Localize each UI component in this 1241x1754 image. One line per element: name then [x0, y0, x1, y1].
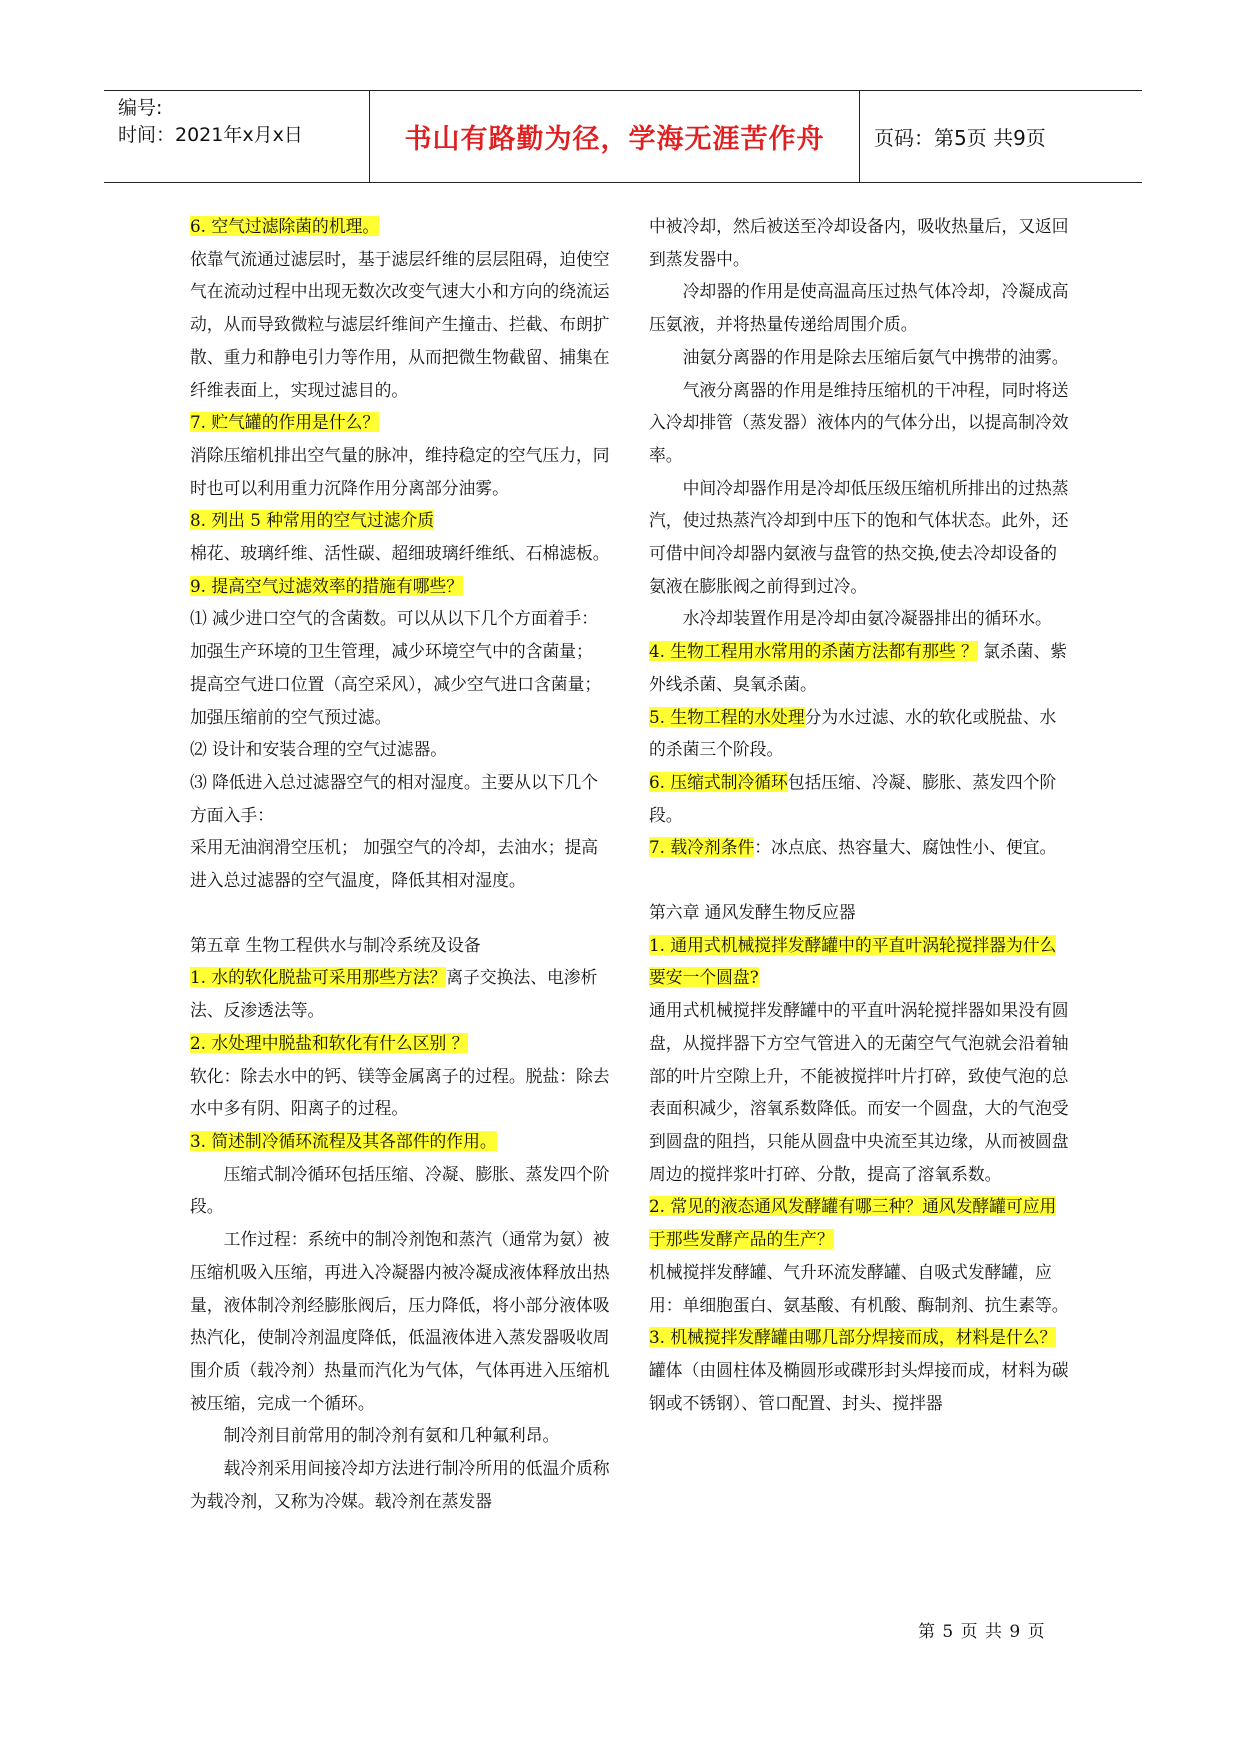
answer-text: ⑴ 减少进口空气的含菌数。可以从以下几个方面着手：加强生产环境的卫生管理，减少环境空气中的含菌量； 提高空气进口位置（高空采风），减少空气进口含菌量； 加强压缩前的空气预过滤。 — [190, 608, 602, 727]
question-block — [649, 635, 1069, 700]
answer-text: 载冷剂采用间接冷却方法进行制冷所用的低温介质称为载冷剂，又称为冷媒。载冷剂在蒸发器 — [190, 1458, 610, 1511]
question-title — [190, 504, 610, 537]
q6r-title: 6. 压缩式制冷循环 — [649, 771, 788, 792]
question-block — [649, 701, 1069, 766]
right-column — [649, 210, 1069, 1419]
c6q1-title: 1. 通用式机械搅拌发酵罐中的平直叶涡轮搅拌器为什么要安一个圆盘? — [649, 934, 1057, 988]
c6q3-title: 3. 机械搅拌发酵罐由哪几部分焊接而成，材料是什么？ — [649, 1327, 1057, 1348]
left-column — [190, 210, 610, 1517]
answer-text: 水冷却装置作用是冷却由氨冷凝器排出的循环水。 — [682, 608, 1052, 629]
question-title — [190, 1125, 610, 1158]
answer-text: 制冷剂目前常用的制冷剂有氨和几种氟利昂。 — [223, 1425, 560, 1446]
answer-text: 依靠气流通过滤层时，基于滤层纤维的层层阻碍，迫使空气在流动过程中出现无数次改变气速大小和方向的绕流运动，从而导致微粒与滤层纤维间产生撞击、拦截、布朗扩散、重力和静电引力等作用，从而把微生物截留、捕集在纤维表面上，实现过滤目的。 — [190, 248, 610, 400]
c5q1-text: 离子交换法、电渗析法、反渗透法等。 — [190, 967, 598, 1021]
q5-title: 5. 生物工程的水处理 — [649, 706, 805, 727]
question-block — [190, 961, 610, 1026]
q5-text: 分为水过滤、水的软化或脱盐、水的杀菌三个阶段。 — [649, 706, 1057, 760]
q4-text: 氯杀菌、紫外线杀菌、臭氧杀菌。 — [649, 641, 1067, 694]
answer-text: 压缩式制冷循环包括压缩、冷凝、膨胀、蒸发四个阶段。 — [190, 1163, 610, 1217]
page-footer: 第 5 页 共 9 页 — [918, 1622, 1046, 1642]
number-label: 编号: — [118, 97, 163, 119]
q7-title: 7. 贮气罐的作用是什么？ — [190, 412, 380, 433]
question-title — [190, 570, 610, 603]
answer-text: 中间冷却器作用是冷却低压级压缩机所排出的过热蒸汽，使过热蒸汽冷却到中压下的饱和气体状态。此外，还可借中间冷却器内氨液与盘管的热交换,使去冷却设备的氨液在膨胀阀之前得到过冷。 — [649, 477, 1069, 596]
q4-title: 4. 生物工程用水常用的杀菌方法都有那些 ？ — [649, 641, 978, 662]
answer-text: 冷却器的作用是使高温高压过热气体冷却，冷凝成高压氨液，并将热量传递给周围介质。 — [649, 281, 1069, 335]
answer-text: 机械搅拌发酵罐、气升环流发酵罐、自吸式发酵罐，应用：单细胞蛋白、氨基酸、有机酸、酶制剂、抗生素等。 — [649, 1261, 1069, 1315]
answer-text: 油氨分离器的作用是除去压缩后氨气中携带的油雾。 — [682, 346, 1069, 367]
answer-text: ⑵ 设计和安装合理的空气过滤器。 — [190, 739, 448, 760]
q7r-text: ：冰点底、热容量大、腐蚀性小、便宜。 — [754, 837, 1057, 858]
c5q3-title: 3. 简述制冷循环流程及其各部件的作用。 — [190, 1130, 497, 1151]
question-title — [190, 406, 610, 439]
header-motto: 书山有路勤为径，学海无涯苦作舟 — [370, 91, 860, 182]
question-title — [649, 1321, 1069, 1354]
c6q2-title: 2. 常见的液态通风发酵罐有哪三种？通风发酵罐可应用于那些发酵产品的生产？ — [649, 1196, 1057, 1250]
answer-text: 罐体（由圆柱体及椭圆形或碟形封头焊接而成，材料为碳钢或不锈钢）、管口配置、封头、搅拌器 — [649, 1359, 1069, 1413]
answer-text: 采用无油润滑空压机； 加强空气的冷却，去油水；提高进入总过滤器的空气温度，降低其相对湿度。 — [190, 837, 599, 891]
header-meta — [104, 91, 370, 182]
q6r-text: 包括压缩、冷凝、膨胀、蒸发四个阶段。 — [649, 771, 1057, 825]
q9-title: 9. 提高空气过滤效率的措施有哪些？ — [190, 575, 464, 596]
chapter-title: 第六章 通风发酵生物反应器 — [649, 902, 856, 923]
answer-text: 棉花、玻璃纤维、活性碳、超细玻璃纤维纸、石棉滤板。 — [190, 543, 610, 564]
header-page-info: 页码：第5页 共9页 — [874, 126, 1046, 150]
answer-text: 通用式机械搅拌发酵罐中的平直叶涡轮搅拌器如果没有圆盘，从搅拌器下方空气管进入的无菌空气气泡就会沿着轴部的叶片空隙上升，不能被搅拌叶片打碎，致使气泡的总表面积减少，溶氧系数降低。而安一个圆盘，大的气泡受到圆盘的阻挡，只能从圆盘中央流至其边缘，从而被圆盘周边的搅拌浆叶打碎、分散，提高了溶氧系数。 — [649, 1000, 1069, 1184]
question-title — [190, 210, 610, 243]
question-title — [649, 929, 1069, 994]
answer-text: ⑶ 降低进入总过滤器空气的相对湿度。主要从以下几个方面入手： — [190, 771, 599, 825]
q7r-title: 7. 载冷剂条件 — [649, 837, 755, 858]
answer-text: 工作过程：系统中的制冷剂饱和蒸汽（通常为氨）被压缩机吸入压缩，再进入冷凝器内被冷凝成液体释放出热量，液体制冷剂经膨胀阀后，压力降低，将小部分液体吸热汽化，使制冷剂温度降低，低温液体进入蒸发器吸收周围介质（载冷剂）热量而汽化为气体，气体再进入压缩机被压缩，完成一个循环。 — [190, 1229, 610, 1413]
answer-text: 气液分离器的作用是维持压缩机的干冲程，同时将送入冷却排管（蒸发器）液体内的气体分出，以提高制冷效率。 — [649, 379, 1069, 465]
answer-text: 消除压缩机排出空气量的脉冲，维持稳定的空气压力，同时也可以利用重力沉降作用分离部分油雾。 — [190, 444, 610, 498]
chapter-title: 第五章 生物工程供水与制冷系统及设备 — [190, 934, 481, 955]
page-header — [104, 90, 1142, 183]
question-block — [649, 831, 1069, 864]
answer-text: 软化：除去水中的钙、镁等金属离子的过程。脱盐：除去水中多有阴、阳离子的过程。 — [190, 1065, 610, 1119]
time-label: 时间：2021年x月x日 — [118, 124, 303, 146]
c5q2-title: 2. 水处理中脱盐和软化有什么区别 ？ — [190, 1032, 469, 1053]
q6-title: 6. 空气过滤除菌的机理。 — [190, 216, 380, 236]
question-title — [190, 1027, 610, 1060]
c5q1-title: 1. 水的软化脱盐可采用那些方法？ — [190, 967, 447, 988]
answer-text: 中被冷却，然后被送至冷却设备内，吸收热量后，又返回到蒸发器中。 — [649, 216, 1069, 269]
question-title — [649, 1190, 1069, 1255]
question-block — [649, 766, 1069, 831]
q8-title: 8. 列出 5 种常用的空气过滤介质 — [190, 510, 435, 531]
